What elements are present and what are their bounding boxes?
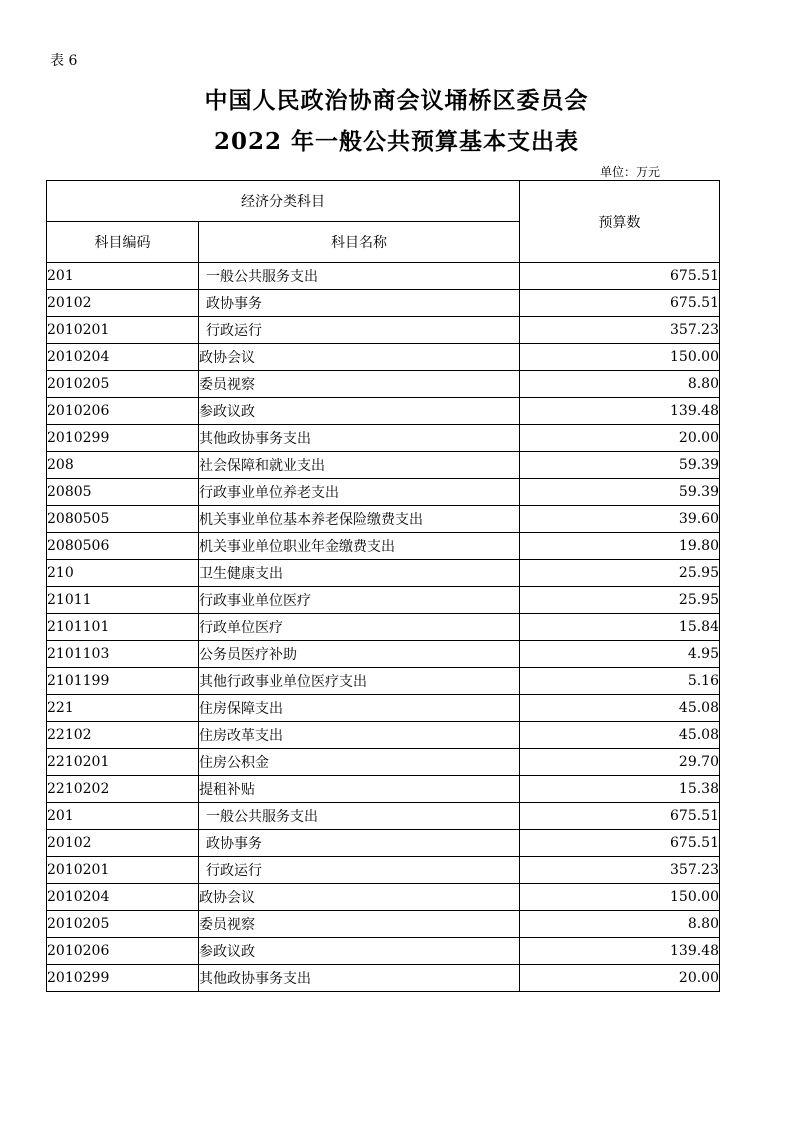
table-row (47, 560, 720, 587)
row-amount: 8.80 (520, 911, 720, 938)
table-row (47, 749, 720, 776)
row-amount: 139.48 (520, 938, 720, 965)
table-row (47, 344, 720, 371)
row-name: 机关事业单位职业年金缴费支出 (199, 533, 520, 560)
row-amount: 59.39 (520, 479, 720, 506)
row-code: 210 (47, 560, 199, 587)
header-row-econ-class (47, 181, 720, 222)
row-name: 行政事业单位养老支出 (199, 479, 520, 506)
row-name: 政协会议 (199, 884, 520, 911)
row-code: 208 (47, 452, 199, 479)
table-row (47, 803, 720, 830)
unit-label: 单位：万元 (600, 165, 661, 179)
row-code: 20102 (47, 830, 199, 857)
row-amount: 150.00 (520, 884, 720, 911)
row-amount: 20.00 (520, 425, 720, 452)
table-row (47, 965, 720, 992)
table-row (47, 506, 720, 533)
row-name: 社会保障和就业支出 (199, 452, 520, 479)
row-amount: 675.51 (520, 803, 720, 830)
row-name: 提租补贴 (199, 776, 520, 803)
row-code: 201 (47, 803, 199, 830)
row-amount: 675.51 (520, 830, 720, 857)
row-amount: 45.08 (520, 695, 720, 722)
table-row (47, 263, 720, 290)
table-row (47, 668, 720, 695)
table-row (47, 398, 720, 425)
table-row (47, 614, 720, 641)
row-name: 住房改革支出 (199, 722, 520, 749)
table-row (47, 452, 720, 479)
table-row (47, 884, 720, 911)
table-row (47, 695, 720, 722)
table-row (47, 830, 720, 857)
row-amount: 15.38 (520, 776, 720, 803)
row-name: 行政运行 (199, 857, 520, 884)
document-subtitle: 2022 年一般公共预算基本支出表 (213, 128, 580, 155)
table-row (47, 425, 720, 452)
row-code: 2010299 (47, 425, 199, 452)
row-code: 2101101 (47, 614, 199, 641)
row-code: 2010204 (47, 344, 199, 371)
row-code: 2101199 (47, 668, 199, 695)
table-row (47, 371, 720, 398)
row-code: 2010206 (47, 938, 199, 965)
header-econ-class: 经济分类科目 (47, 181, 520, 222)
row-code: 201 (47, 263, 199, 290)
row-name: 参政议政 (199, 398, 520, 425)
table-row (47, 911, 720, 938)
row-name: 其他政协事务支出 (199, 965, 520, 992)
row-amount: 357.23 (520, 857, 720, 884)
row-name: 住房公积金 (199, 749, 520, 776)
row-code: 2080506 (47, 533, 199, 560)
table-row (47, 776, 720, 803)
row-code: 2010201 (47, 857, 199, 884)
row-amount: 29.70 (520, 749, 720, 776)
row-code: 2010205 (47, 911, 199, 938)
row-name: 卫生健康支出 (199, 560, 520, 587)
row-name: 一般公共服务支出 (199, 263, 520, 290)
row-code: 20102 (47, 290, 199, 317)
row-code: 2210201 (47, 749, 199, 776)
row-amount: 8.80 (520, 371, 720, 398)
row-name: 参政议政 (199, 938, 520, 965)
row-name: 公务员医疗补助 (199, 641, 520, 668)
row-code: 2010299 (47, 965, 199, 992)
header-name: 科目名称 (199, 222, 520, 263)
table-row (47, 317, 720, 344)
row-amount: 675.51 (520, 263, 720, 290)
row-code: 21011 (47, 587, 199, 614)
document-title: 中国人民政治协商会议埇桥区委员会 (204, 87, 589, 114)
row-code: 2010205 (47, 371, 199, 398)
table-label: 表 6 (50, 53, 78, 69)
table-row (47, 587, 720, 614)
budget-table (46, 180, 720, 992)
row-amount: 4.95 (520, 641, 720, 668)
row-amount: 39.60 (520, 506, 720, 533)
row-code: 221 (47, 695, 199, 722)
row-code: 20805 (47, 479, 199, 506)
row-name: 行政单位医疗 (199, 614, 520, 641)
row-amount: 20.00 (520, 965, 720, 992)
table-row (47, 479, 720, 506)
row-amount: 45.08 (520, 722, 720, 749)
row-name: 政协事务 (199, 830, 520, 857)
table-body (47, 263, 720, 992)
row-name: 一般公共服务支出 (199, 803, 520, 830)
row-name: 住房保障支出 (199, 695, 520, 722)
row-code: 22102 (47, 722, 199, 749)
row-code: 2010204 (47, 884, 199, 911)
row-amount: 25.95 (520, 560, 720, 587)
row-amount: 25.95 (520, 587, 720, 614)
row-name: 政协会议 (199, 344, 520, 371)
row-name: 机关事业单位基本养老保险缴费支出 (199, 506, 520, 533)
table-row (47, 533, 720, 560)
row-name: 委员视察 (199, 371, 520, 398)
table-row (47, 290, 720, 317)
row-code: 2080505 (47, 506, 199, 533)
row-amount: 15.84 (520, 614, 720, 641)
row-code: 2210202 (47, 776, 199, 803)
row-name: 委员视察 (199, 911, 520, 938)
table-row (47, 857, 720, 884)
table-row (47, 938, 720, 965)
row-code: 2010201 (47, 317, 199, 344)
row-amount: 5.16 (520, 668, 720, 695)
row-amount: 150.00 (520, 344, 720, 371)
row-name: 行政运行 (199, 317, 520, 344)
row-amount: 19.80 (520, 533, 720, 560)
row-amount: 675.51 (520, 290, 720, 317)
row-name: 其他行政事业单位医疗支出 (199, 668, 520, 695)
header-code: 科目编码 (47, 222, 199, 263)
table-row (47, 641, 720, 668)
row-code: 2010206 (47, 398, 199, 425)
row-amount: 59.39 (520, 452, 720, 479)
row-name: 其他政协事务支出 (199, 425, 520, 452)
row-amount: 357.23 (520, 317, 720, 344)
row-code: 2101103 (47, 641, 199, 668)
row-amount: 139.48 (520, 398, 720, 425)
header-amount: 预算数 (520, 181, 720, 263)
table-row (47, 722, 720, 749)
row-name: 行政事业单位医疗 (199, 587, 520, 614)
row-name: 政协事务 (199, 290, 520, 317)
